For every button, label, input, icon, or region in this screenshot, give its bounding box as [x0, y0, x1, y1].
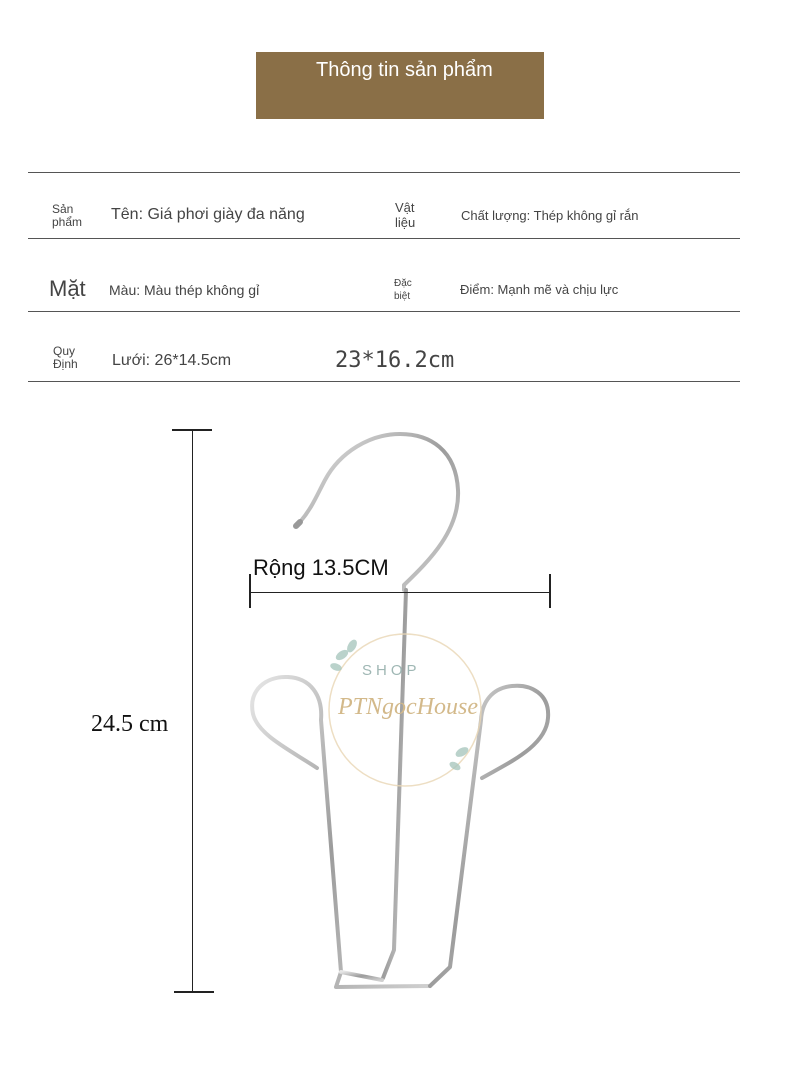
- row1-label2: Vật liệu: [395, 200, 416, 230]
- width-label: Rộng 13.5CM: [253, 555, 389, 580]
- row3-value: Lưới: 26*14.5cm: [112, 352, 232, 369]
- section-title: Thông tin sản phẩm: [316, 59, 493, 81]
- row3-value2: 23*16.2cm: [335, 348, 455, 373]
- width-cap-right: [549, 574, 551, 608]
- row1-value: Tên: Giá phơi giày đa năng: [111, 206, 305, 223]
- width-cap-left: [249, 574, 251, 608]
- row2-value2: Điểm: Mạnh mẽ và chịu lực: [460, 282, 619, 297]
- width-dimension-line: [250, 592, 550, 593]
- row1-label: Sản phẩm: [52, 202, 83, 229]
- watermark-shop-text: SHOP: [362, 662, 421, 679]
- height-label: 24.5 cm: [91, 711, 169, 737]
- row2-value: Màu: Màu thép không gỉ: [109, 282, 260, 298]
- watermark-brand-text: PTNgocHouse: [338, 694, 478, 720]
- row2-label: Mặt: [49, 276, 86, 301]
- row1-value2: Chất lượng: Thép không gỉ rắn: [461, 208, 639, 223]
- row3-label: Quy Định: [53, 344, 78, 371]
- row2-label2: Đặc biệt: [394, 278, 412, 302]
